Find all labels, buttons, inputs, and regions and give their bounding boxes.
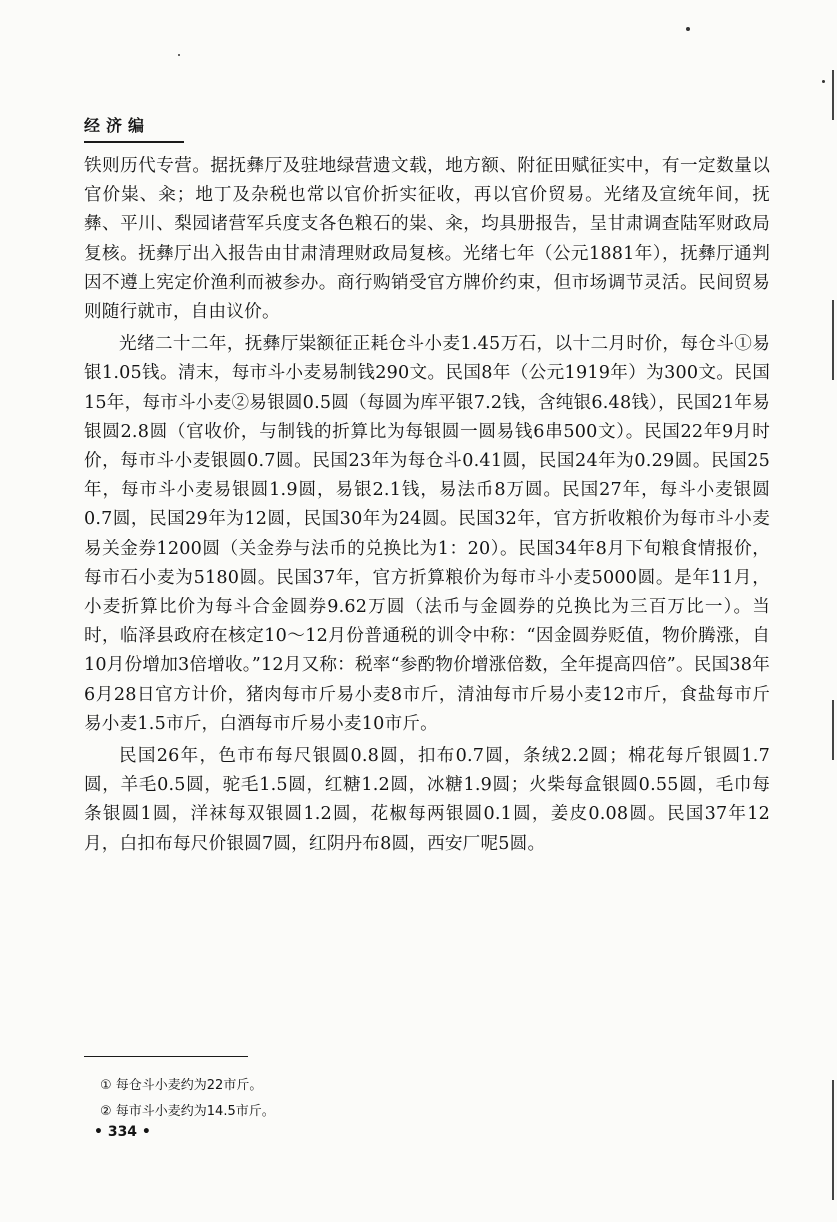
header-rule — [84, 141, 184, 143]
body-text — [84, 152, 770, 859]
footnote-2: ② 每市斗小麦约为14.5市斤。 — [100, 1104, 275, 1119]
footnotes — [100, 1073, 500, 1125]
paragraph-1: 铁则历代专营。据抚彝厅及驻地绿营遗文载，地方额、附征田赋征实中，有一定数量以官价粜、籴；地丁及杂税也常以官价折实征收，再以官价贸易。光绪及宣统年间，抚彝、平川、梨园诸营军兵度支各色粮石的粜、籴，均具册报告，呈甘肃调查陆军财政局复核。抚彝厅出入报告由甘肃清理财政局复核。光绪七年（公元1881年），抚彝厅通判因不遵上宪定价渔利而被参办。商行购销受官方牌价约束，但市场调节灵活。民间贸易则随行就市，自由议价。 — [84, 156, 770, 323]
section-header: 经济编 — [84, 116, 151, 135]
footnote-1: ① 每仓斗小麦约为22市斤。 — [100, 1078, 263, 1093]
scan-edge-mark — [832, 700, 834, 760]
paragraph-2: 光绪二十二年，抚彝厅粜额征正耗仓斗小麦1.45万石，以十二月时价，每仓斗①易银1.05钱。清末，每市斗小麦易制钱290文。民国8年（公元1919年）为300文。民国15年，每市斗小麦②易银圆0.5圆（每圆为库平银7.2钱，含纯银6.48钱），民国21年易银圆2.8圆（官收价，与制钱的折算比为每银圆一圆易钱6串500文）。民国22年9月时价，每市斗小麦银圆0.7圆。民国23年为每仓斗0.41圆，民国24年为0.29圆。民国25年，每市斗小麦易银圆1.9圆，易银2.1钱，易法币8万圆。民国27年，每斗小麦银圆0.7圆，民国29年为12圆，民国30年为24圆。民国32年，官方折收粮价为每市斗小麦易关金券1200圆（关金券与法币的兑换比为1：20）。民国34年8月下旬粮食情报价，每市石小麦为5180圆。民国37年，官方折算粮价为每市斗小麦5000圆。是年11月，小麦折算比价为每斗合金圆券9.62万圆（法币与金圆券的兑换比为三百万比一）。当时，临泽县政府在核定10～12月份普通税的训令中称：“因金圆券贬值，物价腾涨，自10月份增加3倍增收。”12月又称：税率“参酌物价增涨倍数，全年提高四倍”。民国38年6月28日官方计价，猪肉每市斤易小麦8市斤，清油每市斤易小麦12市斤，食盐每市斤易小麦1.5市斤，白酒每市斤易小麦10市斤。 — [84, 334, 770, 734]
scan-edge-mark — [832, 1080, 834, 1200]
scan-edge-mark — [832, 70, 834, 120]
scan-edge-mark — [832, 300, 834, 380]
scan-speck — [822, 80, 825, 83]
scan-speck — [178, 54, 180, 56]
page-number: • 334 • — [94, 1124, 151, 1140]
footnote-rule — [84, 1056, 248, 1057]
scan-speck — [686, 27, 690, 31]
paragraph-3: 民国26年，色市布每尺银圆0.8圆，扣布0.7圆，条绒2.2圆；棉花每斤银圆1.7圆，羊毛0.5圆，驼毛1.5圆，红糖1.2圆，冰糖1.9圆；火柴每盒银圆0.55圆，毛巾每条银圆1圆，洋袜每双银圆1.2圆，花椒每两银圆0.1圆，姜皮0.08圆。民国37年12月，白扣布每尺价银圆7圆，红阴丹布8圆，西安厂呢5圆。 — [84, 746, 770, 854]
